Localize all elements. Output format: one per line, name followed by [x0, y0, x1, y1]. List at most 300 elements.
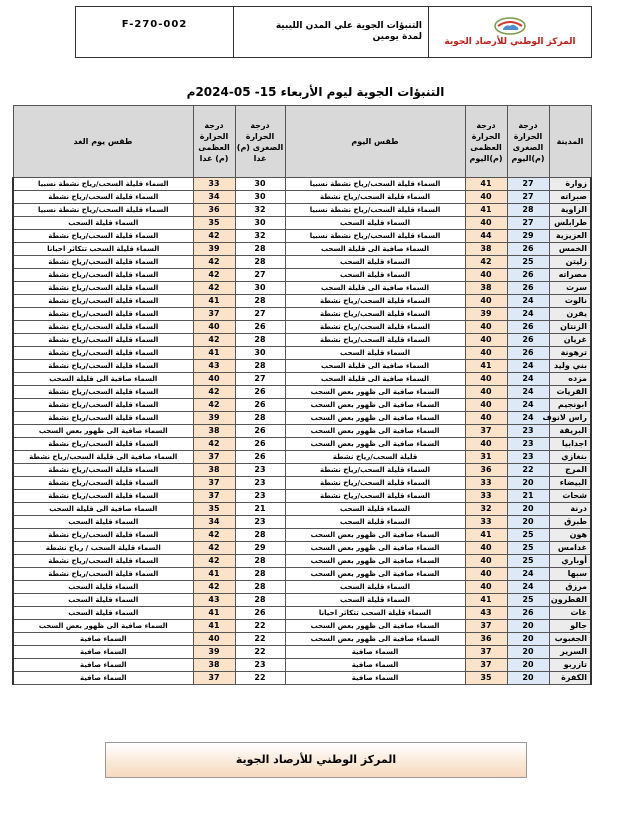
table-row	[13, 633, 591, 646]
tmax-today-cell: 40	[465, 295, 507, 308]
tmax-tomorrow-cell: 43	[193, 360, 235, 373]
tmax-tomorrow-cell: 39	[193, 412, 235, 425]
tmin-today-cell: 21	[507, 490, 549, 503]
tmax-today-cell: 37	[465, 659, 507, 672]
tmin-tomorrow-cell: 28	[235, 568, 285, 581]
tmin-tomorrow-cell: 30	[235, 178, 285, 191]
tmax-tomorrow-cell: 41	[193, 347, 235, 360]
wx-today-cell: السماء صافية الى ظهور بعض السحب	[285, 412, 465, 425]
tmin-today-cell: 25	[507, 542, 549, 555]
tmin-tomorrow-cell: 26	[235, 451, 285, 464]
wx-tomorrow-cell: السماء صافية	[13, 672, 193, 685]
table-row	[13, 555, 591, 568]
wx-tomorrow-cell: السماء قليلة السحب/رياح نشطة	[13, 477, 193, 490]
tmax-tomorrow-cell: 38	[193, 425, 235, 438]
tmin-today-cell: 24	[507, 581, 549, 594]
table-row	[13, 321, 591, 334]
wx-today-cell: السماء قليلة السحب/رياح نشطة	[285, 295, 465, 308]
tmin-today-cell: 25	[507, 529, 549, 542]
tmin-tomorrow-cell: 27	[235, 308, 285, 321]
wx-tomorrow-cell: السماء قليلة السحب/رياح نشطة	[13, 529, 193, 542]
tmax-today-cell: 37	[465, 425, 507, 438]
city-cell: درنة	[549, 503, 591, 516]
table-row	[13, 659, 591, 672]
table-row	[13, 503, 591, 516]
wx-tomorrow-cell: السماء قليلة السحب	[13, 516, 193, 529]
tmax-today-cell: 44	[465, 230, 507, 243]
table-row	[13, 282, 591, 295]
tmax-today-cell: 38	[465, 282, 507, 295]
tmin-tomorrow-cell: 22	[235, 633, 285, 646]
table-row	[13, 464, 591, 477]
table-row	[13, 204, 591, 217]
tmax-today-cell: 42	[465, 256, 507, 269]
document-header	[75, 6, 592, 58]
wx-tomorrow-cell: السماء قليلة السحب/رياح نشطة	[13, 295, 193, 308]
wx-tomorrow-cell: السماء قليلة السحب	[13, 594, 193, 607]
tmax-today-cell: 32	[465, 503, 507, 516]
wx-tomorrow-cell: السماء قليلة السحب/رياح نشطة نسبيا	[13, 178, 193, 191]
city-cell: الكفرة	[549, 672, 591, 685]
wx-today-cell: السماء صافية	[285, 646, 465, 659]
table-row	[13, 412, 591, 425]
wx-tomorrow-cell: السماء صافية الى ظهور بعض السحب	[13, 620, 193, 633]
wx-today-cell: السماء قليلة السحب	[285, 347, 465, 360]
wx-tomorrow-cell: السماء قليلة السحب/رياح نشطة	[13, 282, 193, 295]
tmin-today-cell: 24	[507, 360, 549, 373]
tmax-tomorrow-cell: 39	[193, 243, 235, 256]
tmin-tomorrow-cell: 26	[235, 399, 285, 412]
tmax-today-cell: 40	[465, 269, 507, 282]
wx-today-cell: السماء صافية الى ظهور بعض السحب	[285, 542, 465, 555]
wx-tomorrow-cell: السماء قليلة السحب/رياح نشطة	[13, 256, 193, 269]
tmin-today-cell: 29	[507, 230, 549, 243]
wx-tomorrow-cell: السماء قليلة السحب	[13, 581, 193, 594]
header-tmax-today: درجة الحرارة العظمى (م)اليوم	[465, 106, 507, 178]
table-row	[13, 451, 591, 464]
tmin-tomorrow-cell: 22	[235, 620, 285, 633]
tmin-today-cell: 26	[507, 334, 549, 347]
tmin-today-cell: 26	[507, 269, 549, 282]
wx-tomorrow-cell: السماء قليلة السحب/رياح نشطة	[13, 412, 193, 425]
tmax-today-cell: 40	[465, 542, 507, 555]
city-cell: صبراته	[549, 191, 591, 204]
table-row	[13, 490, 591, 503]
tmin-tomorrow-cell: 22	[235, 646, 285, 659]
table-row	[13, 243, 591, 256]
wx-tomorrow-cell: السماء قليلة السحب	[13, 607, 193, 620]
wx-tomorrow-cell: السماء قليلة السحب/رياح نشطة	[13, 438, 193, 451]
city-cell: ترهونة	[549, 347, 591, 360]
tmax-tomorrow-cell: 42	[193, 256, 235, 269]
tmax-tomorrow-cell: 37	[193, 490, 235, 503]
tmax-tomorrow-cell: 34	[193, 516, 235, 529]
tmax-today-cell: 33	[465, 477, 507, 490]
table-row	[13, 373, 591, 386]
city-cell: بنغازي	[549, 451, 591, 464]
tmin-today-cell: 24	[507, 308, 549, 321]
wx-today-cell: السماء قليلة السحب/رياح نشطة	[285, 191, 465, 204]
tmax-tomorrow-cell: 35	[193, 217, 235, 230]
tmin-today-cell: 25	[507, 594, 549, 607]
table-row	[13, 334, 591, 347]
tmax-tomorrow-cell: 40	[193, 373, 235, 386]
city-cell: أوباري	[549, 555, 591, 568]
wx-today-cell: السماء صافية الى ظهور بعض السحب	[285, 620, 465, 633]
wx-today-cell: السماء صافية الى ظهور بعض السحب	[285, 399, 465, 412]
tmax-today-cell: 35	[465, 672, 507, 685]
wx-today-cell: السماء صافية الى ظهور بعض السحب	[285, 555, 465, 568]
tmin-today-cell: 26	[507, 347, 549, 360]
tmax-tomorrow-cell: 42	[193, 581, 235, 594]
wx-today-cell: السماء قليلة السحب	[285, 503, 465, 516]
tmin-tomorrow-cell: 23	[235, 659, 285, 672]
wx-today-cell: السماء قليلة السحب	[285, 256, 465, 269]
tmax-tomorrow-cell: 37	[193, 308, 235, 321]
tmax-today-cell: 41	[465, 178, 507, 191]
tmin-today-cell: 25	[507, 555, 549, 568]
header-tmax-tomorrow: درجة الحرارة العظمى (م) غدا	[193, 106, 235, 178]
tmin-today-cell: 22	[507, 464, 549, 477]
table-row	[13, 178, 591, 191]
tmin-today-cell: 27	[507, 178, 549, 191]
tmin-today-cell: 20	[507, 633, 549, 646]
tmin-today-cell: 23	[507, 438, 549, 451]
tmin-tomorrow-cell: 32	[235, 204, 285, 217]
tmax-tomorrow-cell: 43	[193, 594, 235, 607]
table-row	[13, 620, 591, 633]
tmin-tomorrow-cell: 23	[235, 477, 285, 490]
city-cell: زوارة	[549, 178, 591, 191]
city-cell: القريات	[549, 386, 591, 399]
table-row	[13, 191, 591, 204]
tmax-tomorrow-cell: 42	[193, 438, 235, 451]
tmax-tomorrow-cell: 42	[193, 529, 235, 542]
tmin-today-cell: 24	[507, 568, 549, 581]
table-row	[13, 347, 591, 360]
tmin-today-cell: 25	[507, 256, 549, 269]
tmax-today-cell: 37	[465, 646, 507, 659]
document-code: F-270-002	[76, 7, 234, 58]
header-city: المدينة	[549, 106, 591, 178]
wx-tomorrow-cell: السماء قليلة السحب/رياح نشطة	[13, 360, 193, 373]
wx-tomorrow-cell: السماء صافية الى ظهور بعض السحب	[13, 425, 193, 438]
city-cell: غدامس	[549, 542, 591, 555]
tmax-today-cell: 36	[465, 633, 507, 646]
wx-tomorrow-cell: السماء قليلة السحب/رياح نشطة	[13, 568, 193, 581]
tmin-tomorrow-cell: 22	[235, 672, 285, 685]
tmax-today-cell: 41	[465, 204, 507, 217]
table-row	[13, 581, 591, 594]
tmin-tomorrow-cell: 28	[235, 360, 285, 373]
tmax-tomorrow-cell: 42	[193, 555, 235, 568]
tmax-tomorrow-cell: 41	[193, 607, 235, 620]
tmin-today-cell: 26	[507, 243, 549, 256]
tmax-today-cell: 39	[465, 308, 507, 321]
wx-today-cell: السماء قليلة السحب/رياح نشطة	[285, 321, 465, 334]
table-row	[13, 477, 591, 490]
tmax-today-cell: 40	[465, 386, 507, 399]
wx-today-cell: السماء قليلة السحب	[285, 269, 465, 282]
tmax-today-cell: 40	[465, 321, 507, 334]
wx-today-cell: السماء صافية	[285, 672, 465, 685]
table-row	[13, 386, 591, 399]
tmin-tomorrow-cell: 27	[235, 269, 285, 282]
footer-banner: المركز الوطني للأرصاد الجوية	[105, 742, 527, 778]
tmin-tomorrow-cell: 32	[235, 230, 285, 243]
tmax-tomorrow-cell: 42	[193, 542, 235, 555]
tmin-tomorrow-cell: 26	[235, 321, 285, 334]
wx-tomorrow-cell: السماء صافية الى قليلة السحب/رياح نشطة	[13, 451, 193, 464]
wx-tomorrow-cell: السماء قليلة السحب/رياح نشطة	[13, 191, 193, 204]
wx-tomorrow-cell: السماء قليلة السحب/رياح نشطة	[13, 347, 193, 360]
tmax-today-cell: 40	[465, 568, 507, 581]
tmin-today-cell: 24	[507, 295, 549, 308]
city-cell: الزنتان	[549, 321, 591, 334]
tmin-today-cell: 24	[507, 412, 549, 425]
tmax-today-cell: 40	[465, 347, 507, 360]
wx-today-cell: السماء صافية الى ظهور بعض السحب	[285, 425, 465, 438]
tmax-tomorrow-cell: 41	[193, 295, 235, 308]
wx-today-cell: السماء صافية الى ظهور بعض السحب	[285, 568, 465, 581]
tmax-today-cell: 40	[465, 412, 507, 425]
table-row	[13, 438, 591, 451]
tmin-tomorrow-cell: 23	[235, 516, 285, 529]
table-row	[13, 256, 591, 269]
wx-today-cell: السماء صافية الى ظهور بعض السحب	[285, 438, 465, 451]
tmax-today-cell: 31	[465, 451, 507, 464]
table-row	[13, 425, 591, 438]
city-cell: بني وليد	[549, 360, 591, 373]
city-cell: اجدابيا	[549, 438, 591, 451]
wx-tomorrow-cell: السماء قليلة السحب/رياح نشطة	[13, 230, 193, 243]
tmax-tomorrow-cell: 42	[193, 386, 235, 399]
wx-tomorrow-cell: السماء قليلة السحب/رياح نشطة نسبيا	[13, 204, 193, 217]
city-cell: تازربو	[549, 659, 591, 672]
wx-tomorrow-cell: السماء قليلة السحب/رياح نشطة	[13, 321, 193, 334]
wx-tomorrow-cell: السماء قليلة السحب / رياح نشطة	[13, 542, 193, 555]
table-row	[13, 516, 591, 529]
wx-tomorrow-cell: السماء قليلة السحب/رياح نشطة	[13, 555, 193, 568]
wx-today-cell: السماء قليلة السحب	[285, 594, 465, 607]
forecast-table	[12, 105, 592, 685]
table-row	[13, 607, 591, 620]
wx-today-cell: السماء قليلة السحب/رياح نشطة نسبيا	[285, 178, 465, 191]
wx-today-cell: السماء قليلة السحب/رياح نشطة	[285, 464, 465, 477]
tmin-tomorrow-cell: 28	[235, 555, 285, 568]
wx-tomorrow-cell: السماء صافية	[13, 659, 193, 672]
tmin-today-cell: 20	[507, 516, 549, 529]
tmax-today-cell: 40	[465, 438, 507, 451]
tmin-today-cell: 26	[507, 282, 549, 295]
table-row	[13, 295, 591, 308]
document-description	[234, 7, 429, 58]
tmin-tomorrow-cell: 26	[235, 425, 285, 438]
tmax-tomorrow-cell: 37	[193, 672, 235, 685]
wx-tomorrow-cell: السماء قليلة السحب/رياح نشطة	[13, 464, 193, 477]
tmax-today-cell: 38	[465, 243, 507, 256]
city-cell: البريقة	[549, 425, 591, 438]
wx-tomorrow-cell: السماء قليلة السحب/رياح نشطة	[13, 399, 193, 412]
table-row	[13, 399, 591, 412]
city-cell: طبرق	[549, 516, 591, 529]
wx-today-cell: السماء قليلة السحب/رياح نشطة	[285, 308, 465, 321]
tmin-tomorrow-cell: 28	[235, 529, 285, 542]
tmax-tomorrow-cell: 38	[193, 659, 235, 672]
city-cell: مزده	[549, 373, 591, 386]
header-tmin-tomorrow: درجة الحرارة الصغرى (م) غدا	[235, 106, 285, 178]
city-cell: راس لانوف	[549, 412, 591, 425]
city-cell: السرير	[549, 646, 591, 659]
wx-tomorrow-cell: السماء قليلة السحب/رياح نشطة	[13, 334, 193, 347]
tmax-tomorrow-cell: 42	[193, 230, 235, 243]
header-tmin-today: درجة الحرارة الصغرى (م)اليوم	[507, 106, 549, 178]
table-row	[13, 308, 591, 321]
tmax-today-cell: 40	[465, 217, 507, 230]
tmax-tomorrow-cell: 42	[193, 269, 235, 282]
tmin-today-cell: 24	[507, 399, 549, 412]
table-row	[13, 568, 591, 581]
tmax-tomorrow-cell: 33	[193, 178, 235, 191]
tmin-tomorrow-cell: 30	[235, 282, 285, 295]
tmin-today-cell: 23	[507, 425, 549, 438]
city-cell: جالو	[549, 620, 591, 633]
city-cell: ابونجيم	[549, 399, 591, 412]
org-cell	[429, 7, 592, 58]
wx-today-cell: السماء قليلة السحب/رياح نشطة نسبيا	[285, 204, 465, 217]
tmax-tomorrow-cell: 42	[193, 399, 235, 412]
org-name: المركز الوطني للأرصاد الجوية	[444, 37, 576, 47]
tmin-today-cell: 20	[507, 620, 549, 633]
tmax-tomorrow-cell: 40	[193, 321, 235, 334]
tmax-tomorrow-cell: 37	[193, 451, 235, 464]
tmax-today-cell: 40	[465, 581, 507, 594]
city-cell: الجغبوب	[549, 633, 591, 646]
wx-today-cell: السماء قليلة السحب	[285, 217, 465, 230]
tmin-today-cell: 20	[507, 672, 549, 685]
city-cell: العزيزية	[549, 230, 591, 243]
table-row	[13, 360, 591, 373]
tmin-tomorrow-cell: 26	[235, 386, 285, 399]
wx-tomorrow-cell: السماء قليلة السحب	[13, 217, 193, 230]
city-cell: نالوت	[549, 295, 591, 308]
table-header-row	[13, 106, 591, 178]
tmin-tomorrow-cell: 28	[235, 594, 285, 607]
tmin-tomorrow-cell: 26	[235, 438, 285, 451]
tmin-today-cell: 27	[507, 217, 549, 230]
tmax-today-cell: 37	[465, 620, 507, 633]
tmax-today-cell: 41	[465, 529, 507, 542]
city-cell: طرابلس	[549, 217, 591, 230]
wx-today-cell: قليلة السحب/رياح نشطة	[285, 451, 465, 464]
wx-tomorrow-cell: السماء قليلة السحب تتكاثر احيانا	[13, 243, 193, 256]
tmax-tomorrow-cell: 37	[193, 477, 235, 490]
tmin-today-cell: 23	[507, 451, 549, 464]
tmin-tomorrow-cell: 30	[235, 347, 285, 360]
wx-tomorrow-cell: السماء صافية	[13, 633, 193, 646]
tmax-today-cell: 40	[465, 334, 507, 347]
tmin-tomorrow-cell: 28	[235, 412, 285, 425]
tmin-tomorrow-cell: 28	[235, 334, 285, 347]
tmax-tomorrow-cell: 35	[193, 503, 235, 516]
city-cell: زليتن	[549, 256, 591, 269]
wx-tomorrow-cell: السماء قليلة السحب/رياح نشطة	[13, 386, 193, 399]
city-cell: المرج	[549, 464, 591, 477]
tmin-tomorrow-cell: 23	[235, 464, 285, 477]
tmin-today-cell: 28	[507, 204, 549, 217]
tmin-tomorrow-cell: 30	[235, 217, 285, 230]
wx-today-cell: السماء قليلة السحب	[285, 516, 465, 529]
wx-tomorrow-cell: السماء صافية الى قليلة السحب	[13, 373, 193, 386]
wx-tomorrow-cell: السماء قليلة السحب/رياح نشطة	[13, 308, 193, 321]
header-wx-tomorrow: طقس يوم الغد	[13, 106, 193, 178]
tmax-tomorrow-cell: 42	[193, 334, 235, 347]
wx-today-cell: السماء صافية الى قليلة السحب	[285, 360, 465, 373]
wx-today-cell: السماء صافية الى قليلة السحب	[285, 282, 465, 295]
tmax-tomorrow-cell: 41	[193, 620, 235, 633]
tmax-today-cell: 33	[465, 490, 507, 503]
wx-today-cell: السماء قليلة السحب/رياح نشطة	[285, 477, 465, 490]
tmin-tomorrow-cell: 23	[235, 490, 285, 503]
city-cell: سبها	[549, 568, 591, 581]
tmin-today-cell: 20	[507, 477, 549, 490]
wx-today-cell: السماء قليلة السحب/رياح نشطة	[285, 490, 465, 503]
wx-today-cell: السماء صافية الى ظهور بعض السحب	[285, 529, 465, 542]
tmin-tomorrow-cell: 28	[235, 243, 285, 256]
table-row	[13, 269, 591, 282]
tmin-today-cell: 26	[507, 607, 549, 620]
tmin-tomorrow-cell: 21	[235, 503, 285, 516]
tmin-tomorrow-cell: 28	[235, 295, 285, 308]
cloud-logo-icon	[494, 17, 526, 35]
tmax-tomorrow-cell: 34	[193, 191, 235, 204]
tmax-today-cell: 40	[465, 399, 507, 412]
tmin-today-cell: 20	[507, 646, 549, 659]
wx-today-cell: السماء صافية	[285, 659, 465, 672]
city-cell: مصراته	[549, 269, 591, 282]
tmin-tomorrow-cell: 27	[235, 373, 285, 386]
table-row	[13, 646, 591, 659]
tmax-today-cell: 43	[465, 607, 507, 620]
wx-today-cell: السماء قليلة السحب/رياح نشطة	[285, 334, 465, 347]
tmin-today-cell: 27	[507, 191, 549, 204]
city-cell: الخمس	[549, 243, 591, 256]
city-cell: هون	[549, 529, 591, 542]
tmax-today-cell: 41	[465, 594, 507, 607]
city-cell: غريان	[549, 334, 591, 347]
city-cell: شحات	[549, 490, 591, 503]
tmax-today-cell: 40	[465, 555, 507, 568]
tmin-today-cell: 24	[507, 386, 549, 399]
wx-tomorrow-cell: السماء صافية	[13, 646, 193, 659]
wx-tomorrow-cell: السماء صافية الى قليلة السحب	[13, 503, 193, 516]
tmax-tomorrow-cell: 38	[193, 464, 235, 477]
table-row	[13, 672, 591, 685]
wx-today-cell: السماء قليلة السحب تتكاثر احيانا	[285, 607, 465, 620]
table-row	[13, 594, 591, 607]
doc-title-line1: التنبؤات الجوية علي المدن الليبية	[275, 21, 422, 31]
wx-tomorrow-cell: السماء قليلة السحب/رياح نشطة	[13, 269, 193, 282]
city-cell: يفرن	[549, 308, 591, 321]
table-row	[13, 542, 591, 555]
tmax-today-cell: 40	[465, 373, 507, 386]
city-cell: الزاوية	[549, 204, 591, 217]
tmax-today-cell: 41	[465, 360, 507, 373]
city-cell: سرت	[549, 282, 591, 295]
table-row	[13, 217, 591, 230]
tmin-tomorrow-cell: 26	[235, 607, 285, 620]
table-row	[13, 529, 591, 542]
